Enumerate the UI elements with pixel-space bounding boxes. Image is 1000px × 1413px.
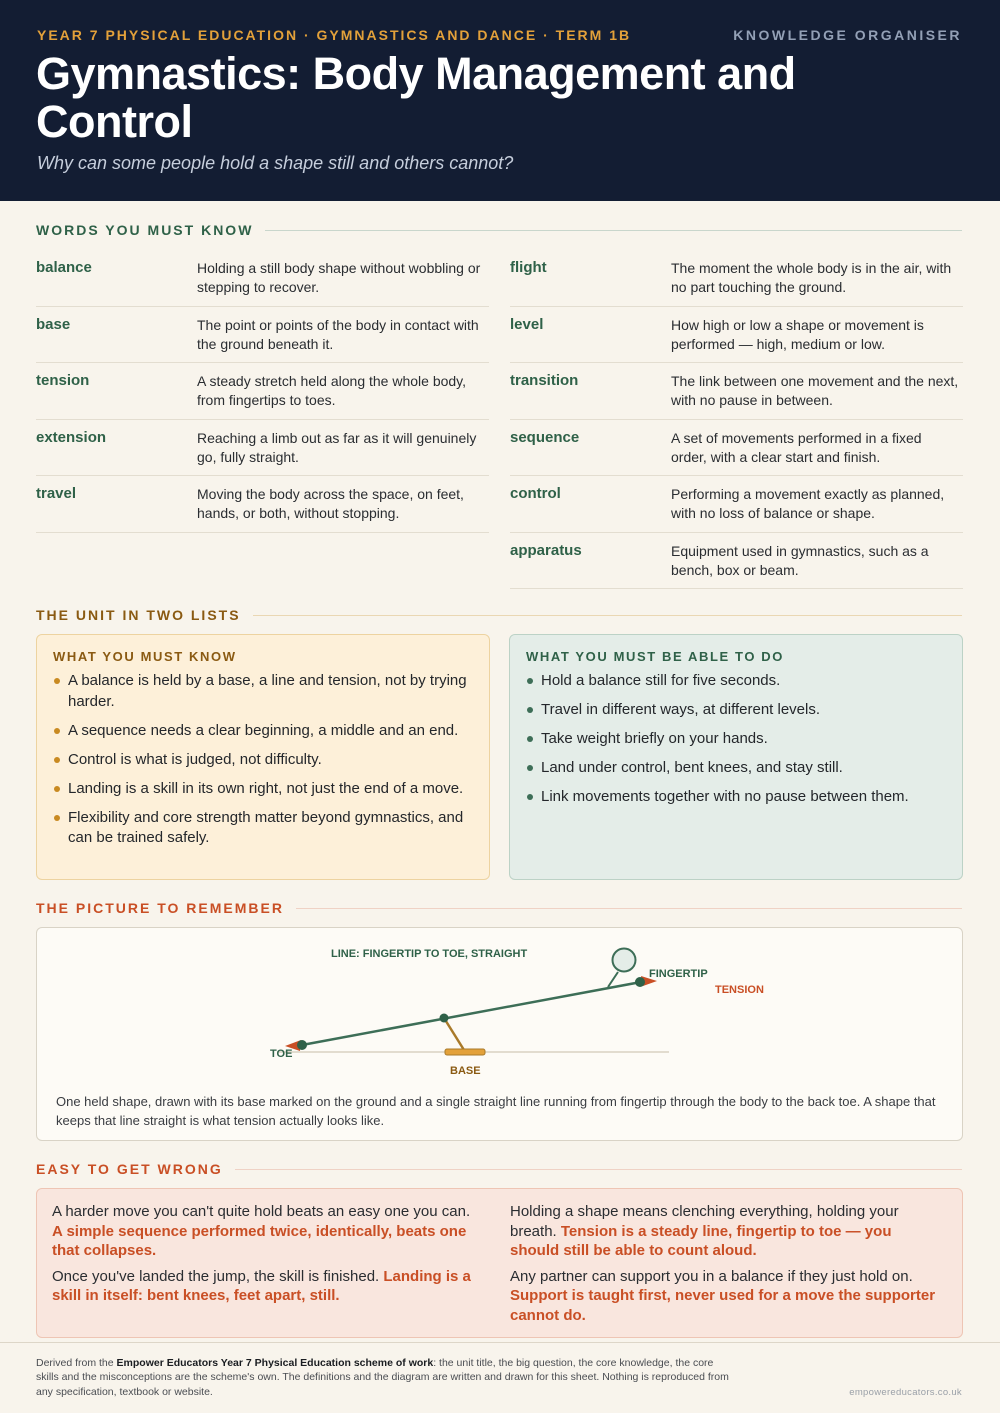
glossary-definition: Reaching a limb out as far as it will genuinely go, fully straight. xyxy=(197,429,477,465)
misconception-item xyxy=(52,1267,484,1306)
toe-point xyxy=(297,1040,307,1050)
diagram-caption: One held shape, drawn with its base marked on the ground and a single straight line running from fingertip through the body to the back toe. A shape that keeps that line straight is what tension actually looks like. xyxy=(56,1094,936,1128)
glossary-term: balance xyxy=(36,259,92,276)
section-title-wrong: EASY TO GET WRONG xyxy=(36,1161,223,1177)
section-divider xyxy=(265,230,962,231)
glossary-left-column xyxy=(36,250,489,533)
glossary-row xyxy=(510,476,963,533)
must-do-list xyxy=(526,671,946,808)
must-do-card xyxy=(509,634,963,880)
body-line xyxy=(302,982,641,1045)
glossary-row xyxy=(510,307,963,364)
course-eyebrow: YEAR 7 PHYSICAL EDUCATION · GYMNASTICS AND DANCE · TERM 1B xyxy=(37,27,632,43)
section-divider xyxy=(235,1169,962,1170)
glossary-definition: The point or points of the body in contact with the ground beneath it. xyxy=(197,316,479,352)
glossary-definition: A set of movements performed in a fixed order, with a clear start and finish. xyxy=(671,429,922,465)
label-tension: TENSION xyxy=(715,984,764,996)
must-know-title: WHAT YOU MUST KNOW xyxy=(53,649,237,664)
fingertip-point xyxy=(635,977,645,987)
list-item: Control is what is judged, not difficulty. xyxy=(53,750,473,771)
glossary-term: control xyxy=(510,485,561,502)
section-unit xyxy=(36,606,962,624)
hip-joint xyxy=(440,1014,449,1023)
misconception-item xyxy=(510,1267,942,1326)
misconception-myth: A harder move you can't quite hold beats an easy one you can. xyxy=(52,1203,471,1220)
section-divider xyxy=(296,908,962,909)
glossary-definition: The moment the whole body is in the air, with no part touching the ground. xyxy=(671,260,952,295)
must-do-title: WHAT YOU MUST BE ABLE TO DO xyxy=(526,649,784,664)
glossary-row xyxy=(510,420,963,477)
glossary-row xyxy=(36,250,489,307)
misconception-fix: Tension is a steady line, fingertip to toe — you should still be able to count aloud. xyxy=(510,1222,892,1259)
misconception-myth: Any partner can support you in a balance if they just hold on. xyxy=(510,1267,913,1285)
section-words xyxy=(36,221,962,239)
support-leg xyxy=(444,1018,464,1050)
misconception-fix: Landing is a skill in itself: bent knees, feet apart, still. xyxy=(52,1267,471,1304)
label-fingertip: FINGERTIP xyxy=(649,968,708,980)
big-question: Why can some people hold a shape still and others cannot? xyxy=(37,153,514,173)
list-item: A balance is held by a base, a line and tension, not by trying harder. xyxy=(53,671,473,712)
header-banner xyxy=(0,0,1000,201)
section-divider xyxy=(253,615,962,616)
label-line: LINE: FINGERTIP TO TOE, STRAIGHT xyxy=(331,948,528,960)
glossary-row xyxy=(36,363,489,420)
glossary-row xyxy=(36,307,489,364)
glossary-row xyxy=(36,420,489,477)
list-item: Flexibility and core strength matter beyond gymnastics, and can be trained safely. xyxy=(53,808,473,849)
list-item: Travel in different ways, at different levels. xyxy=(526,700,946,721)
must-know-list xyxy=(53,671,473,849)
section-title-words: WORDS YOU MUST KNOW xyxy=(36,222,254,238)
glossary-term: tension xyxy=(36,372,90,389)
glossary-term: apparatus xyxy=(510,541,582,559)
label-toe: TOE xyxy=(270,1048,293,1060)
misconception-myth: Once you've landed the jump, the skill is finished. xyxy=(52,1267,380,1285)
glossary-right-column xyxy=(510,250,963,589)
section-title-picture: THE PICTURE TO REMEMBER xyxy=(36,900,284,916)
neck-line xyxy=(608,972,618,987)
glossary-row xyxy=(510,533,963,590)
glossary-term: transition xyxy=(510,372,579,389)
source-note xyxy=(36,1356,736,1399)
glossary-definition: How high or low a shape or movement is performed — high, medium or low. xyxy=(671,316,924,352)
glossary-term: sequence xyxy=(510,428,580,446)
list-item: Take weight briefly on your hands. xyxy=(526,729,946,750)
glossary-definition: Holding a still body shape without wobbling or stepping to recover. xyxy=(197,260,481,295)
head-circle xyxy=(613,949,636,972)
misconception-myth: Holding a shape means clenching everything, holding your breath. xyxy=(510,1203,899,1240)
glossary-definition: Performing a movement exactly as planned, with no loss of balance or shape. xyxy=(671,486,945,521)
list-item: Land under control, bent knees, and stay still. xyxy=(526,758,946,779)
section-title-unit: THE UNIT IN TWO LISTS xyxy=(36,607,241,623)
list-item: Link movements together with no pause between them. xyxy=(526,787,946,808)
list-item: Landing is a skill in its own right, not just the end of a move. xyxy=(53,779,473,800)
site-url: empowereducators.co.uk xyxy=(849,1387,962,1398)
glossary-definition: Equipment used in gymnastics, such as a bench, box or beam. xyxy=(671,542,929,578)
label-base: BASE xyxy=(450,1065,481,1077)
glossary-definition: The link between one movement and the next, with no pause in between. xyxy=(671,373,959,408)
section-picture xyxy=(36,899,962,917)
glossary-term: travel xyxy=(36,485,77,502)
diagram-panel xyxy=(36,927,963,1141)
source-post: : the unit title, the big question, the core knowledge, the core skills and the misconceptions are the scheme's own. The definitions and the diagram are written and drawn for this sheet. Nothing is reproduced from any specification, textbook or website. xyxy=(36,1357,729,1398)
glossary-term: extension xyxy=(36,428,107,446)
list-item: A sequence needs a clear beginning, a middle and an end. xyxy=(53,721,473,742)
glossary-definition: A steady stretch held along the whole body, from fingertips to toes. xyxy=(197,373,467,408)
glossary-term: flight xyxy=(510,259,547,276)
misconceptions-panel xyxy=(36,1188,963,1338)
page-title: Gymnastics: Body Management and Control xyxy=(36,48,796,147)
glossary-definition: Moving the body across the space, on feet, hands, or both, without stopping. xyxy=(197,486,464,521)
glossary-term: level xyxy=(510,315,544,333)
source-pre: Derived from the xyxy=(36,1357,117,1369)
balance-diagram xyxy=(37,928,964,1093)
misconceptions-right-column xyxy=(510,1202,942,1331)
source-name: Empower Educators Year 7 Physical Education scheme of work xyxy=(116,1357,434,1369)
misconception-item xyxy=(510,1202,942,1261)
must-know-card xyxy=(36,634,490,880)
footer xyxy=(0,1342,1000,1413)
list-item: Hold a balance still for five seconds. xyxy=(526,671,946,692)
misconception-item xyxy=(52,1202,484,1261)
misconceptions-left-column xyxy=(52,1202,484,1312)
glossary-row xyxy=(510,250,963,307)
glossary-term: base xyxy=(36,315,71,333)
section-wrong xyxy=(36,1160,962,1178)
base-marker xyxy=(445,1049,485,1055)
glossary-row xyxy=(510,363,963,420)
glossary-row xyxy=(36,476,489,533)
misconception-fix: Support is taught first, never used for a move the supporter cannot do. xyxy=(510,1287,936,1324)
document-type-tag: KNOWLEDGE ORGANISER xyxy=(733,27,962,43)
misconception-fix: A simple sequence performed twice, identically, beats one that collapses. xyxy=(52,1222,467,1259)
